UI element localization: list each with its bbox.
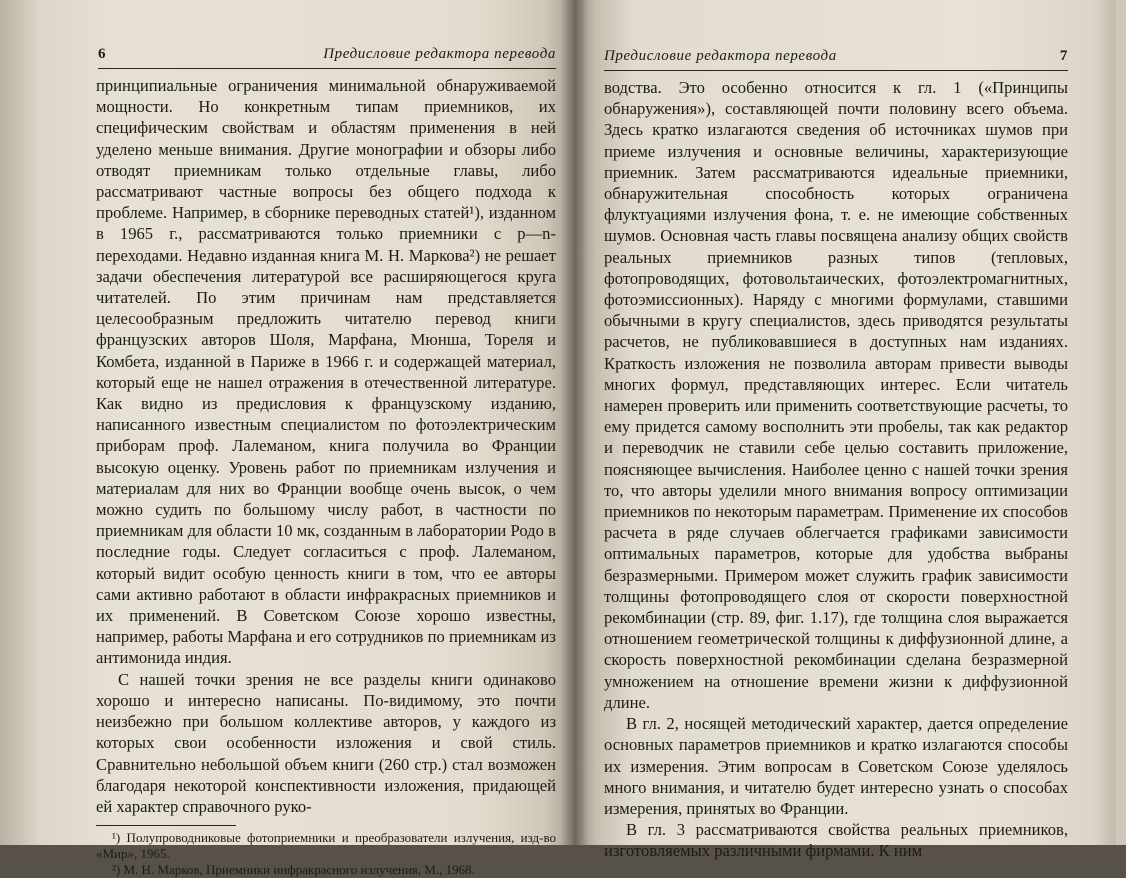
right-paragraph-2: В гл. 2, носящей методический характер, дается определение основных параметров приемников и кратко излагаются способы их измерения. Этим вопросам в Советском Союзе уделялось много внимания, и читателю будет интересно узнать о способах измерения, принятых во Франции. bbox=[604, 714, 1068, 818]
page-edge bbox=[1116, 0, 1126, 845]
footnotes bbox=[96, 830, 556, 878]
right-paragraph-1: водства. Это особенно относится к гл. 1 («Принципы обнаружения»), составляющей почти половину всего объема. Здесь кратко излагаются сведения об источниках шумов при приеме излучения и основные величины, характеризующие приемник. Затем рассматриваются идеальные приемники, обнаружительная способность которых ограничена флуктуациями излучения фона, т. е. не имеющие собственных шумов. Основная часть главы посвящена анализу общих свойств реальных приемников разных типов (тепловых, фотопроводящих, фотовольтаических, фотоэлектромагнитных, фотоэмиссионных). Наряду с многими формулами, ставшими обычными в кругу специалистов, здесь приводятся результаты расчетов, не публиковавшиеся в доступных нам изданиях. Краткость изложения не позволила авторам привести выводы многих формул, представляющих интерес. Если читатель намерен проверить или применить соответствующие расчеты, то ему придется самому восполнить эти пробелы, так как редактор и переводчик не ставили себе целью составить приложение, поясняющее вычисления. Наиболее ценно с нашей точки зрения то, что авторы уделили много внимания вопросу оптимизации приемников по некоторым параметрам. Применение их способов расчета в ряде случаев облегчается графиками зависимости оптимальных параметров, которые для удобства выбраны безразмерными. Примером может служить график зависимости толщины фотопроводящего слоя от скорости поверхностной рекомбинации (стр. 89, фиг. 1.17), где толщина слоя выражается отношением геометрической толщины к диффузионной длине, а скорость поверхностной рекомбинации сделана безразмерной умножением на отношение времени жизни к диффузионной длине. bbox=[604, 78, 1068, 712]
book-gutter-shadow bbox=[560, 0, 588, 845]
right-body-text bbox=[604, 77, 1068, 862]
footnote-1: ¹) Полупроводниковые фотоприемники и преобразователи излучения, изд-во «Мир», 1965. bbox=[96, 830, 556, 862]
right-running-head-title: Предисловие редактора перевода bbox=[604, 48, 837, 64]
right-page bbox=[574, 0, 1126, 861]
left-page-number: 6 bbox=[98, 46, 107, 62]
right-page-number: 7 bbox=[1059, 48, 1068, 64]
right-paragraph-3: В гл. 3 рассматриваются свойства реальных приемников, изготовляемых различными фирмами. К ним bbox=[604, 820, 1068, 861]
left-running-head bbox=[98, 46, 556, 69]
left-running-head-title: Предисловие редактора перевода bbox=[323, 46, 556, 62]
left-paragraph-2: С нашей точки зрения не все разделы книги одинаково хорошо и интересно написаны. По-видимому, это почти неизбежно при большом коллективе авторов, у каждого из которых свои особенности изложения и свой стиль. Сравнительно небольшой объем книги (260 стр.) стал возможен благодаря некоторой конспективности изложения, придающей ей характер справочного руко- bbox=[96, 669, 556, 816]
left-body-text bbox=[96, 75, 556, 817]
left-paragraph-1: принципиальные ограничения минимальной обнаруживаемой мощности. Но конкретным типам приемников, их специфическим свойствам и областям применения в ней уделено меньше внимания. Другие монографии и обзоры либо отводят приемникам только отдельные главы, либо рассматривают частные вопросы без общего подхода к проблеме. Например, в сборнике переводных статей¹), изданном в 1965 г., рассматриваются только приемники с p—n-переходами. Недавно изданная книга М. Н. Маркова²) не решает задачи обеспечения литературой все расширяющегося круга читателей. По этим причинам нам представляется целесообразным предложить читателю перевод книги французских авторов Шоля, Марфана, Мюнша, Тореля и Комбета, изданной в Париже в 1966 г. и содержащей материал, который еще не нашел отражения в отечественной литературе. Как видно из предисловия к французскому изданию, написанного известным специалистом по фотоэлектрическим приборам проф. Лалеманом, книга получила во Франции высокую оценку. Уровень работ по приемникам излучения и материалам для них во Франции вообще очень высок, о чем можно судить по большому числу работ, в частности по приемникам для области 10 мк, созданным в лаборатории Родо в последние годы. Следует согласиться с проф. Лалеманом, который видит особую ценность книги в том, что ее авторы сами активно работают в области инфракрасных приемников и их применений. В Советском Союзе хорошо известны, например, работы Марфана и его сотрудников по приемникам из антимонида индия. bbox=[96, 76, 556, 668]
footnote-2: ²) М. Н. Марков, Приемники инфракрасного излучения, М., 1968. bbox=[112, 862, 475, 878]
right-running-head bbox=[604, 48, 1068, 71]
